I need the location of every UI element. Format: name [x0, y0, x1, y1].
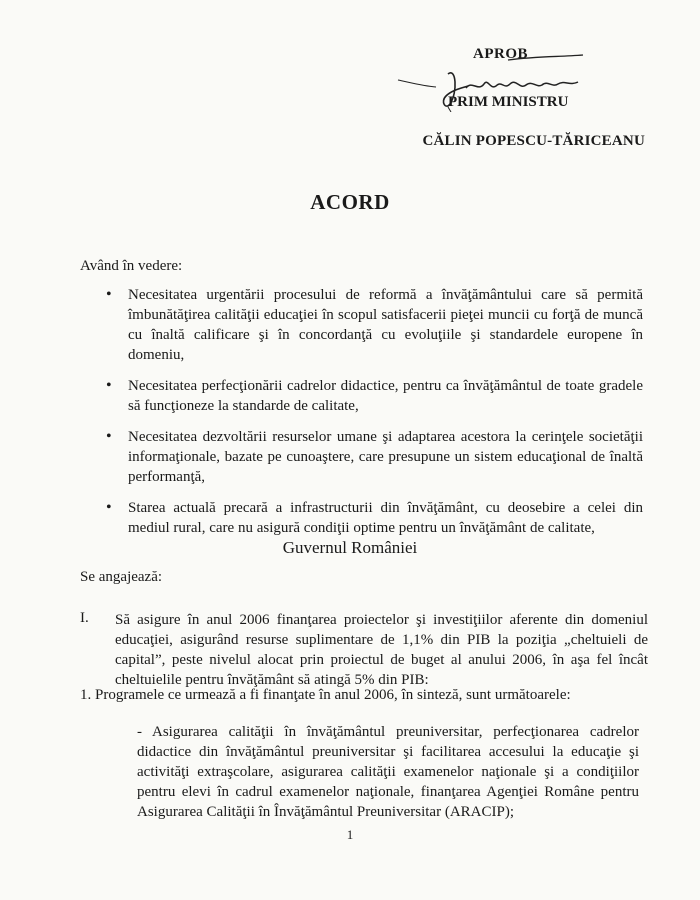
programs-heading: 1. Programele ce urmează a fi finanţate în anul 2006, în sinteză, sunt următoarele:: [80, 687, 571, 703]
consideration-item: • Necesitatea perfecţionării cadrelor didactice, pentru ca învăţământul de toate gradele să funcţioneze la standarde de calitate,: [103, 376, 643, 416]
signatory-name: CĂLIN POPESCU-TĂRICEANU: [422, 133, 645, 149]
government-heading: Guvernul României: [282, 538, 418, 557]
section-number: I.: [80, 610, 89, 626]
consideration-item: • Starea actuală precară a infrastructurii din învăţământ, cu deosebire a celei din mediul rural, care nu asigură condiţii optime pentru un învăţământ de calitate,: [103, 498, 643, 538]
prim-ministru-title: PRIM MINISTRU: [448, 94, 569, 110]
engages-text: Se angajează:: [80, 569, 163, 585]
program-item: - Asigurarea calităţii în învăţământul preuniversitar, perfecţionarea cadrelor didactice din învăţământul preuniversitar şi facilitarea accesului la educaţie şi activităţi extraşcolare, asigurarea calităţii examenelor naţionale şi a condiţiilor pentru elevi în cadrul examenelor naţionale, finanţarea Agenţiei Române pentru Asigurarea Calităţii în Învăţământul Preuniversitar (ARACIP);: [137, 724, 639, 820]
section-text: Să asigure în anul 2006 finanţarea proiectelor şi investiţiilor aferente din domeniul educaţiei, asigurând resurse suplimentare de 1,1% din PIB la poziţia „cheltuieli de capital”, peste nivelul alocat prin proiectul de buget al anului 2006, în aşa fel încât cheltuielile pentru învăţământ să atingă 5% din PIB:: [115, 612, 648, 688]
consideration-item: • Necesitatea urgentării procesului de reformă a învăţământului care să permită îmbunătăţirea calităţii educaţiei în scopul satisfacerii pieţei muncii cu forţă de muncă cu înaltă calificare şi în concordanţă cu evoluţiile şi standardele europene în domeniu,: [103, 285, 643, 365]
intro-text: Având în vedere:: [80, 258, 183, 274]
aprob-label: APROB: [473, 46, 528, 62]
considerations-list: [103, 285, 643, 549]
page-number: 1: [346, 827, 354, 842]
consideration-item: • Necesitatea dezvoltării resurselor umane şi adaptarea acestora la cerinţele societăţii informaţionale, bazate pe cunoaştere, care presupune un sistem educaţional de înaltă performanţă,: [103, 427, 643, 487]
document-title: ACORD: [310, 190, 390, 214]
